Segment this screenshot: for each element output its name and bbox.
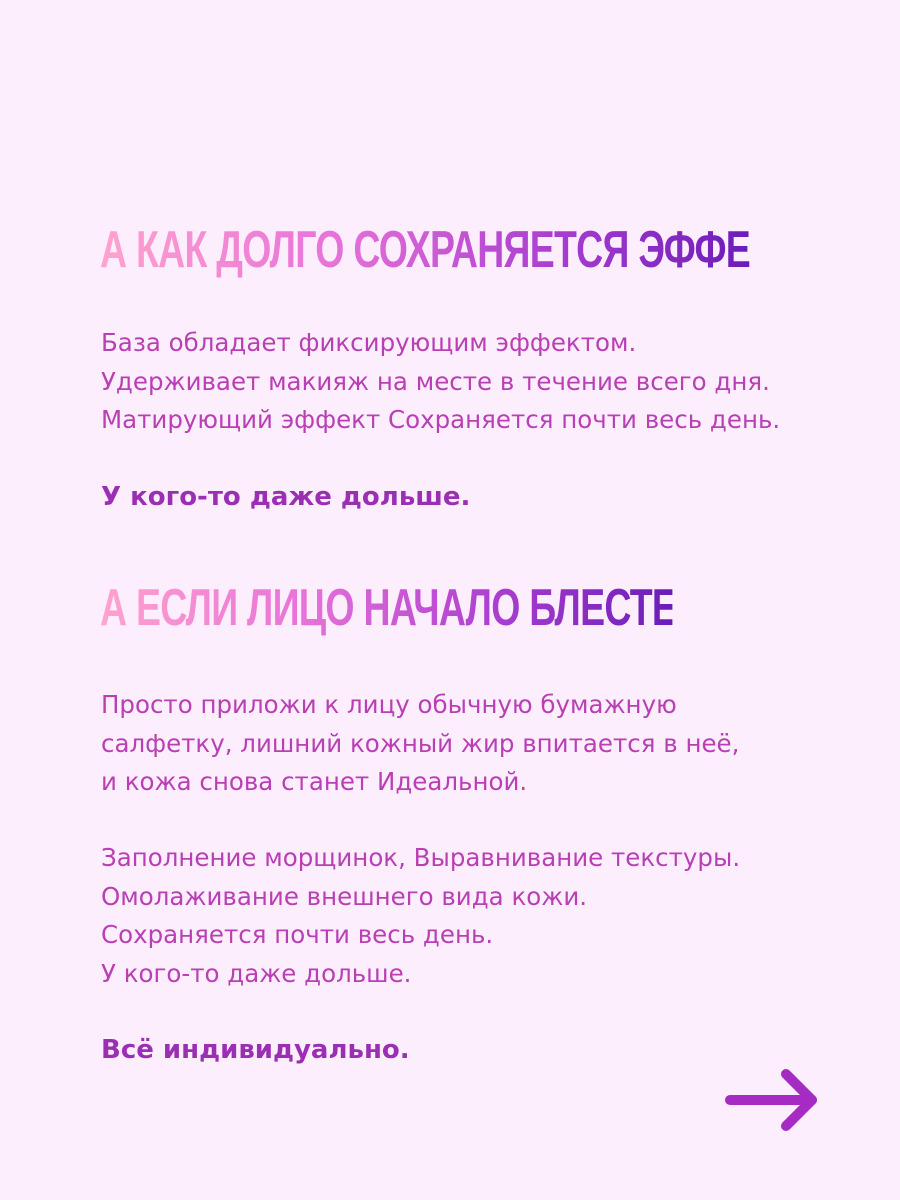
- benefits-list: [101, 839, 740, 993]
- section-heading-shine: А ЕСЛИ ЛИЦО НАЧАЛО БЛЕСТЕТЬ?: [100, 579, 747, 637]
- text-line: Удерживает макияж на месте в течение всего дня.: [101, 366, 770, 396]
- section-heading-effect-duration: А КАК ДОЛГО СОХРАНЯЕТСЯ ЭФФЕКТ?: [100, 221, 818, 279]
- text-line: Омолаживание внешнего вида кожи.: [101, 881, 588, 911]
- arrow-right-icon[interactable]: [724, 1068, 824, 1132]
- text-line: Заполнение морщинок, Выравнивание текстуры.: [101, 843, 741, 872]
- shine-tip: [101, 686, 739, 802]
- text-line: У кого-то даже дольше.: [101, 958, 412, 988]
- effect-description: [101, 324, 780, 440]
- text-line: Сохраняется почти весь день.: [101, 920, 494, 949]
- text-line: Матирующий эффект Сохраняется почти весь день.: [101, 405, 781, 434]
- text-line: и кожа снова станет Идеальной.: [101, 767, 528, 796]
- text-line: База обладает фиксирующим эффектом.: [101, 328, 637, 357]
- emphasis-text: У кого-то даже дольше.: [101, 482, 471, 512]
- emphasis-text-individual: Всё индивидуально.: [101, 1035, 410, 1065]
- text-line: Просто приложи к лицу обычную бумажную: [101, 690, 677, 719]
- text-line: салфетку, лишний кожный жир впитается в неё,: [101, 728, 740, 758]
